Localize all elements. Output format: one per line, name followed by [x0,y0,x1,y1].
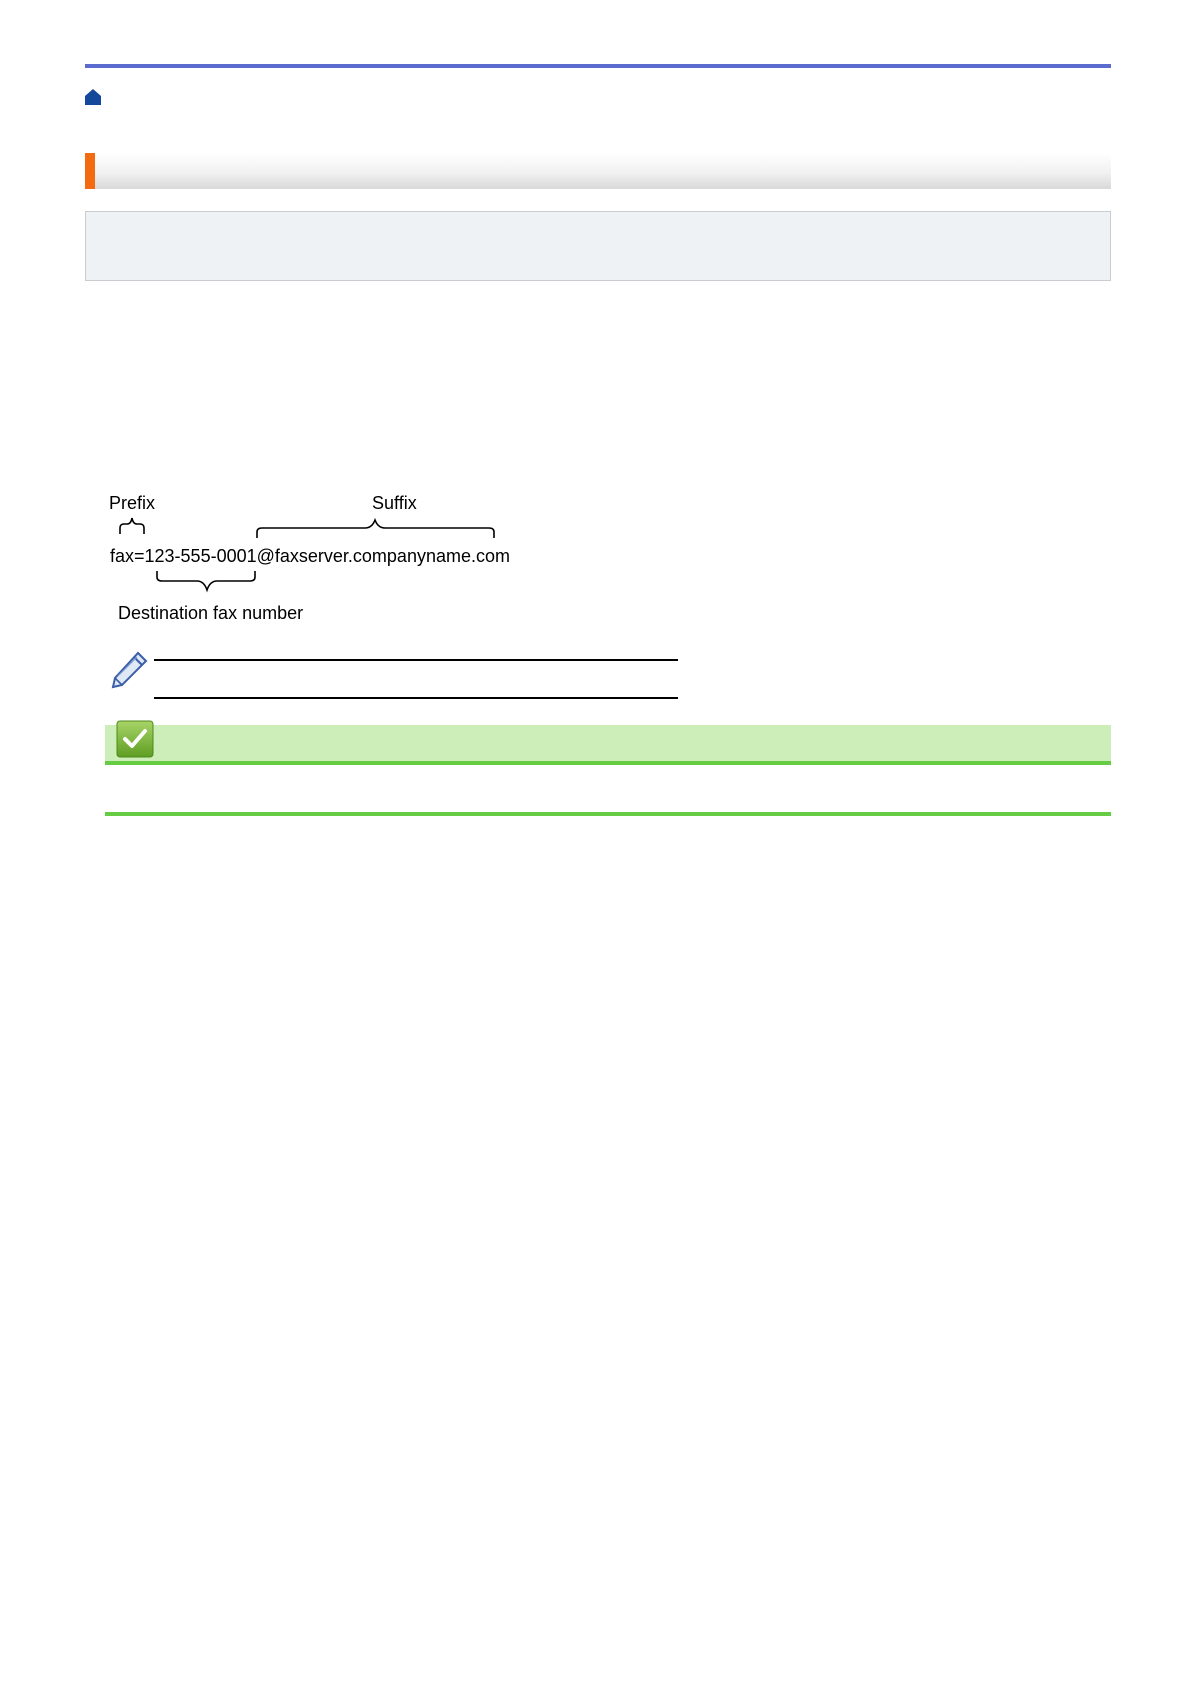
info-box [85,211,1111,281]
suffix-label: Suffix [372,493,417,513]
destination-brace [157,571,255,590]
title-bar [85,153,1111,189]
pencil-icon [110,651,148,689]
related-info-bottom-rule [105,812,1111,816]
fax-address-diagram [100,490,560,630]
prefix-label: Prefix [109,493,156,513]
note-rule-top [154,659,678,661]
note-rule-bottom [154,697,678,699]
related-info-bar [105,725,1111,765]
title-accent [85,153,95,189]
fax-address: fax=123-555-0001@faxserver.companyname.com [110,546,510,566]
checkmark-icon [116,720,154,758]
suffix-brace [257,520,494,538]
destination-label: Destination fax number [118,603,304,623]
top-rule [85,64,1111,68]
prefix-brace [120,518,144,534]
home-icon[interactable] [84,88,102,106]
